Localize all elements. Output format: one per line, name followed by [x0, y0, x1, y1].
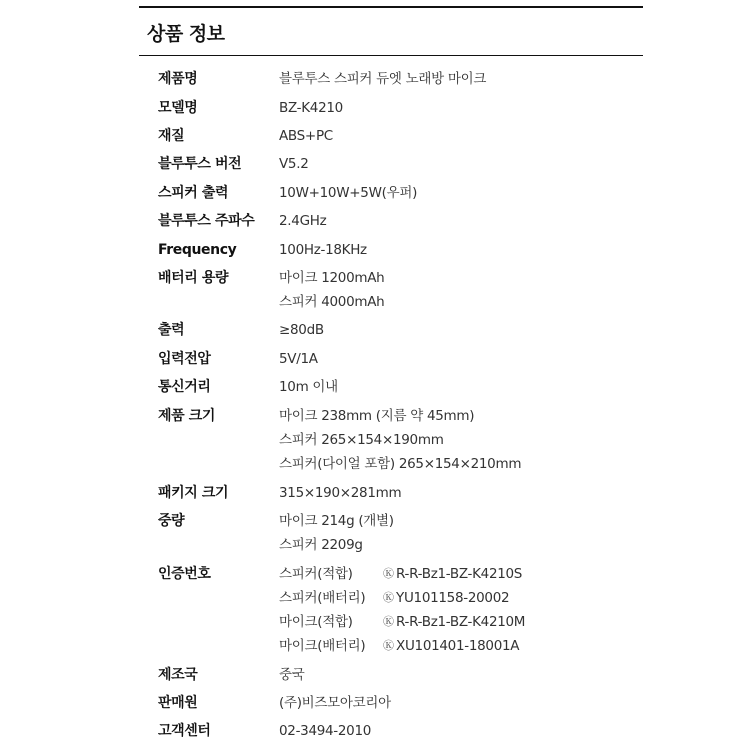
spec-value: 10W+10W+5W(우퍼)	[279, 185, 418, 201]
spec-label: 출력	[158, 322, 185, 338]
spec-label: 모델명	[158, 100, 198, 116]
spec-value: 5V/1A	[279, 351, 318, 367]
spec-values	[279, 663, 304, 687]
spec-values	[279, 481, 401, 505]
spec-value: 스피커 4000mAh	[279, 294, 385, 310]
spec-label: 제품 크기	[158, 408, 215, 424]
spec-label: 고객센터	[158, 723, 211, 739]
title-divider	[139, 55, 643, 56]
spec-label: 입력전압	[158, 351, 211, 367]
spec-value: 마이크 1200mAh	[279, 270, 385, 286]
spec-value: 02-3494-2010	[279, 723, 372, 739]
spec-label: 블루투스 버전	[158, 156, 242, 172]
spec-label: 재질	[158, 128, 185, 144]
certification-entry	[279, 586, 525, 610]
kc-mark-icon: Ⓚ	[383, 591, 394, 604]
spec-value: 10m 이내	[279, 379, 338, 395]
certification-entry	[279, 634, 525, 658]
spec-value: 2.4GHz	[279, 213, 327, 229]
spec-values	[279, 375, 338, 399]
spec-value: 스피커 265×154×190mm	[279, 432, 444, 448]
kc-mark-icon: Ⓚ	[383, 615, 394, 628]
certification-name: 스피커(적합)	[279, 566, 353, 582]
spec-label: 패키지 크기	[158, 485, 229, 501]
spec-label: 판매원	[158, 695, 198, 711]
certification-list	[279, 562, 525, 658]
certification-code: R-R-Bz1-BZ-K4210S	[396, 566, 523, 582]
certification-code: XU101401-18001A	[396, 638, 520, 654]
spec-values	[279, 347, 318, 371]
certification-name: 마이크(적합)	[279, 614, 353, 630]
certification-code: YU101158-20002	[396, 590, 510, 606]
spec-values	[279, 124, 333, 148]
certification-entry	[279, 562, 525, 586]
spec-label: 중량	[158, 513, 185, 529]
spec-values	[279, 152, 309, 176]
product-info-panel	[139, 0, 643, 750]
spec-value: (주)비즈모아코리아	[279, 695, 391, 711]
spec-values	[279, 719, 371, 743]
spec-value: 스피커(다이얼 포함) 265×154×210mm	[279, 456, 522, 472]
spec-label: Frequency	[158, 242, 237, 258]
spec-label: 인증번호	[158, 566, 211, 582]
spec-values	[279, 318, 324, 342]
certification-entry	[279, 610, 525, 634]
spec-values	[279, 209, 326, 233]
spec-label: 제품명	[158, 71, 198, 87]
certification-name: 마이크(배터리)	[279, 638, 366, 654]
spec-values	[279, 181, 417, 205]
kc-mark-icon: Ⓚ	[383, 567, 394, 580]
spec-value: 중국	[279, 667, 305, 683]
spec-values	[279, 404, 521, 476]
spec-label: 블루투스 주파수	[158, 213, 255, 229]
spec-label: 제조국	[158, 667, 198, 683]
spec-value: 마이크 238mm (지름 약 45mm)	[279, 408, 475, 424]
kc-mark-icon: Ⓚ	[383, 639, 394, 652]
spec-label: 배터리 용량	[158, 270, 229, 286]
section-title: 상품 정보	[147, 23, 225, 45]
spec-value: V5.2	[279, 156, 309, 172]
certification-name: 스피커(배터리)	[279, 590, 366, 606]
top-divider	[139, 6, 643, 8]
spec-values	[279, 238, 367, 262]
spec-value: ≥80dB	[279, 322, 324, 338]
spec-values	[279, 691, 391, 715]
spec-label: 스피커 출력	[158, 185, 229, 201]
spec-value: 스피커 2209g	[279, 537, 363, 553]
spec-value: ABS+PC	[279, 128, 333, 144]
spec-value: 315×190×281mm	[279, 485, 402, 501]
spec-value: 100Hz-18KHz	[279, 242, 367, 258]
spec-label: 통신거리	[158, 379, 211, 395]
spec-values	[279, 96, 343, 120]
spec-value: 블루투스 스피커 듀엣 노래방 마이크	[279, 71, 487, 87]
spec-value: BZ-K4210	[279, 100, 343, 116]
certification-code: R-R-Bz1-BZ-K4210M	[396, 614, 526, 630]
spec-value: 마이크 214g (개별)	[279, 513, 394, 529]
spec-values	[279, 266, 384, 314]
spec-values	[279, 67, 486, 91]
spec-values	[279, 509, 394, 557]
